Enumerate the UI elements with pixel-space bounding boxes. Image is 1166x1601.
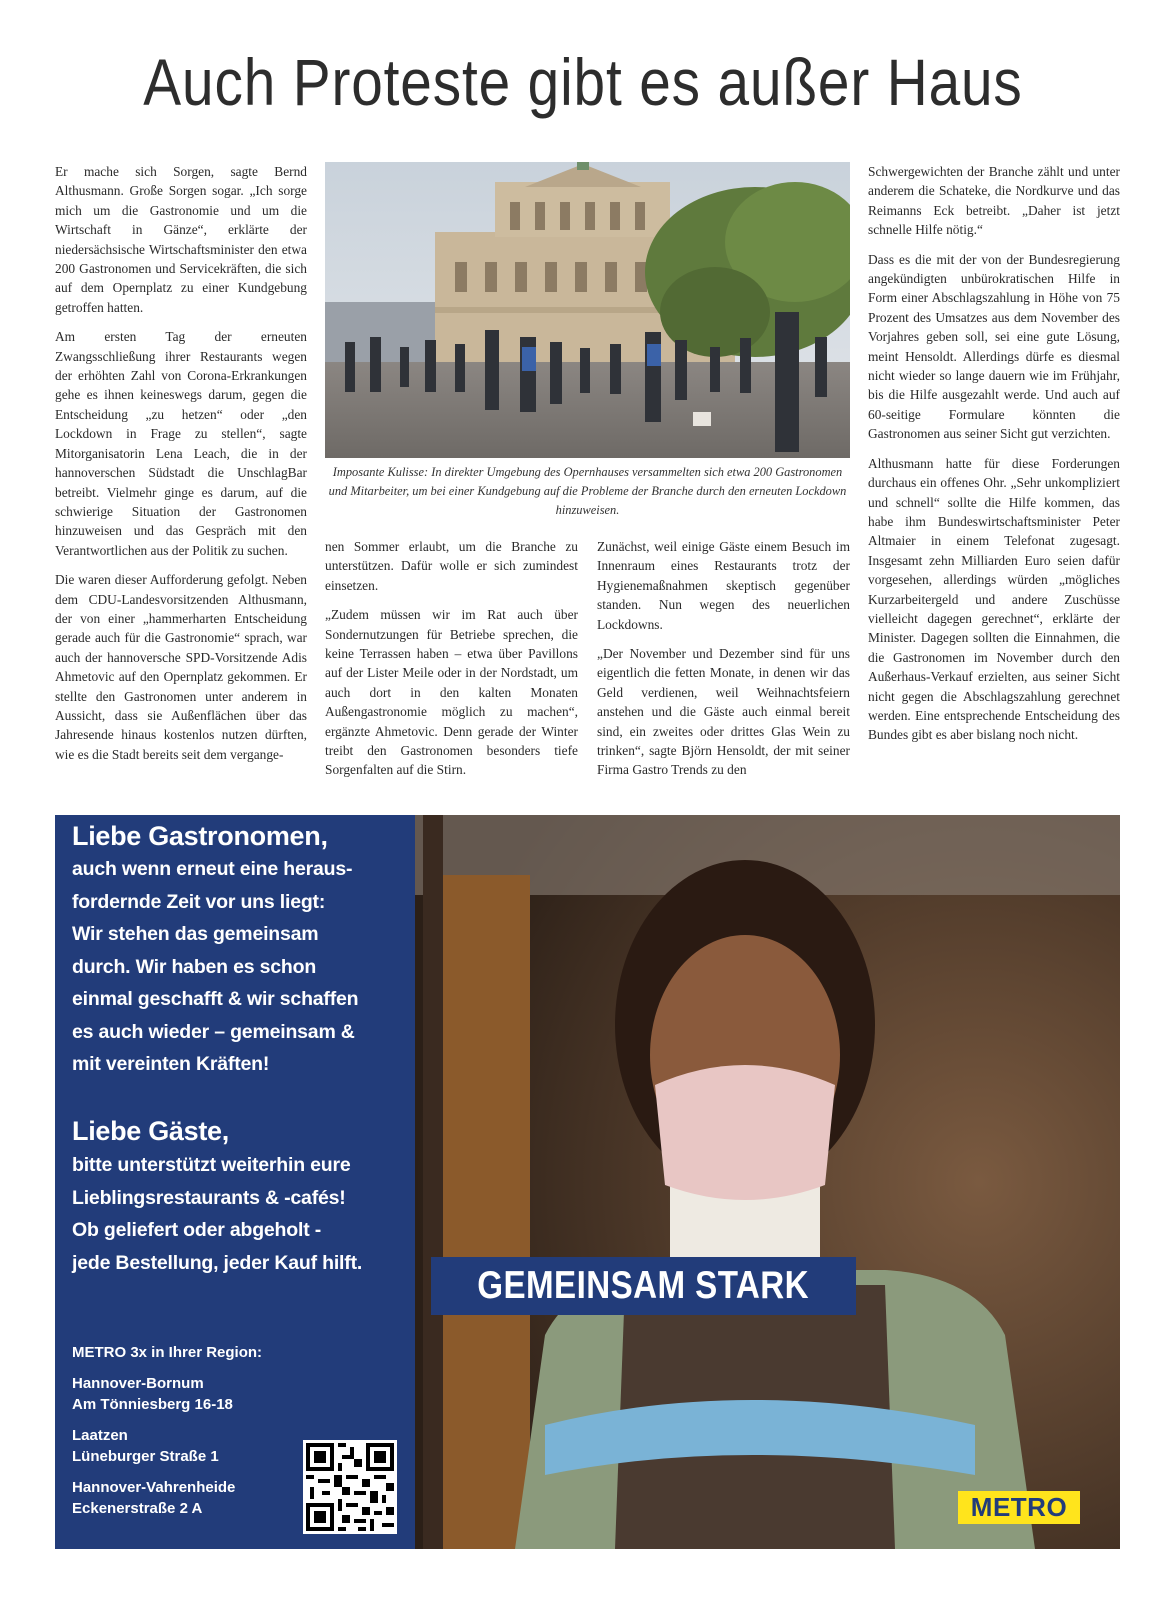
- message-line: mit vereinten Kräften!: [72, 1053, 270, 1075]
- headline: Auch Proteste gibt es außer Haus: [143, 45, 1023, 119]
- store-name: Hannover-Bornum: [72, 1375, 204, 1392]
- message-line: fordernde Zeit vor uns liegt:: [72, 890, 326, 913]
- store-address: [72, 1477, 262, 1519]
- message-line: Wir stehen das gemeinsam: [72, 923, 319, 945]
- message-line: Lieblingsrestaurants & -cafés!: [72, 1186, 346, 1209]
- store-address: [72, 1373, 262, 1415]
- gemeinsam-stark-banner: [431, 1257, 856, 1315]
- ad-text-panel: [55, 815, 415, 1549]
- paragraph: Zunächst, weil einige Gäste einem Besuch im Innenraum eines Restaurants trotz der Hygienemaßnahmen skeptisch gegenüber standen. Nun wegen des neuerlichen Lockdowns.: [597, 539, 850, 632]
- paragraph: Die waren dieser Aufforderung gefolgt. Neben dem CDU-Landesvorsitzenden Althusmann, der von einer „hammerharten Entscheidung gerade auch für die Gastronomie“ sprach, war auch der hannoversche SPD-Vorsitzende Adis Ahmetovic auf den Opernplatz gekommen. Er stellte den Gastronomen unter anderem in Aussicht, dass sie Außenflächen über das Jahresende hinaus kostenlos nutzen dürften, wie es die Stadt bereits seit dem vergange-: [55, 572, 307, 762]
- paragraph: „Der November und Dezember sind für uns eigentlich die fetten Monate, in denen wir das Geld verdienen, weil Weihnachtsfeiern anstehen und die Gäste auch einmal bereit sind, ein zweites oder drittes Glas Wein zu trinken“, sagte Björn Hensoldt, der mit seiner Firma Gastro Trends zu den: [597, 646, 850, 778]
- greeting-gastronomen: Liebe Gastronomen,: [72, 821, 328, 851]
- store-street: Lüneburger Straße 1: [72, 1448, 219, 1465]
- message-gastronomen: [72, 853, 407, 1081]
- message-line: einmal geschafft & wir schaffen: [72, 988, 359, 1010]
- paragraph: Am ersten Tag der erneuten Zwangsschließung ihrer Restaurants wegen der erhöhten Zahl von Corona-Erkrankungen gehe es ihnen keineswegs darum, gegen die Entscheidung „zu hetzen“ oder „den Lockdown in Frage zu stellen“, sagte Mitorganisatorin Lena Leach, die in der hannoverschen Südstadt die UnschlagBar betreibt. Vielmehr ginge es darum, auf die schwierige Situation der Gastronomen hinzuweisen und das Gespräch mit den Verantwortlichen aus der Politik zu suchen.: [55, 329, 307, 558]
- article-column-2: [325, 537, 578, 790]
- greeting-gaeste: Liebe Gäste,: [72, 1116, 229, 1146]
- store-list: [72, 1342, 262, 1529]
- paragraph: Althusmann hatte für diese Forderungen durchaus ein offenes Ohr. „Sehr unkompliziert und schnell“ sollte die Hilfe kommen, das habe ihm Bundeswirtschaftsminister Peter Altmaier in einem Telefonat zugesagt. Insgesamt zehn Milliarden Euro seien dafür vorgesehen, allerdings würden „mögliches Kurzarbeitergeld und andere Zuschüsse vielleicht dagegen gerechnet“, erklärte der Minister. Dagegen sollten die Einnahmen, die die Gastronomen im November durch den Außerhaus-Verkauf erzielten, aus seiner Sicht nicht gegen die Abschlagszahlung gerechnet werden. Eine entsprechende Entscheidung des Bundes gibt es aber bislang noch nicht.: [868, 455, 1120, 743]
- message-line: es auch wieder – gemeinsam &: [72, 1020, 355, 1043]
- qr-code[interactable]: [303, 1440, 397, 1534]
- banner-text: GEMEINSAM STARK: [477, 1264, 810, 1307]
- message-gaeste: [72, 1149, 407, 1279]
- article-column-4: [868, 162, 1120, 755]
- paragraph: Er mache sich Sorgen, sagte Bernd Althusmann. Große Sorgen sogar. „Ich sorge mich um die Gastronomie und um die Wirtschaft in Gänze“, erklärte der niedersächsische Wirtschaftsminister den etwa 200 Gastronomen und Servicekräften, die sich auf dem Opernplatz zu einer Kundgebung getroffen hatten.: [55, 164, 307, 315]
- ad-photo-waitress: [415, 815, 1120, 1549]
- message-line: durch. Wir haben es schon: [72, 955, 317, 978]
- article-column-1: [55, 162, 307, 774]
- message-line: auch wenn erneut eine heraus-: [72, 858, 353, 880]
- store-address: [72, 1425, 262, 1467]
- paragraph: Dass es die mit der von der Bundesregierung angekündigten unbürokratischen Hilfe in Form einer Abschlagszahlung in Höhe von 75 Prozent des Umsatzes aus dem November des Vorjahres geben soll, sei eine gute Lösung, meint Hensoldt. Allerdings dürfe es diesmal nicht wieder so lange dauern wie im Frühjahr, bis die Hilfe ausgezahlt werde. Und auch auf 60-seitige Formulare könnten die Gastronomen aus seiner Sicht gut verzichten.: [868, 251, 1120, 442]
- article-column-3: [597, 537, 850, 790]
- paragraph: nen Sommer erlaubt, um die Branche zu unterstützen. Dafür wolle er sich zumindest einsetzen.: [325, 539, 578, 593]
- metro-advertisement: [55, 815, 1120, 1549]
- photo-caption: Imposante Kulisse: In direkter Umgebung des Opernhauses versammelten sich etwa 200 Gastronomen und Mitarbeiter, um bei einer Kundgebung auf die Probleme der Branche durch den erneuten Lockdown hinzuweisen.: [328, 465, 847, 517]
- stores-heading: METRO 3x in Ihrer Region:: [72, 1344, 263, 1361]
- store-street: Eckenerstraße 2 A: [72, 1500, 203, 1517]
- message-line: Ob geliefert oder abgeholt -: [72, 1219, 322, 1241]
- store-street: Am Tönniesberg 16-18: [72, 1396, 233, 1413]
- paragraph: „Zudem müssen wir im Rat auch über Sondernutzungen für Betriebe sprechen, die keine Terrassen haben – etwa über Pavillons auf der Lister Meile oder in der Nordstadt, um auch dort in den kalten Monaten Außengastronomie möglich zu machen“, ergänzte Ahmetovic. Denn gerade der Winter treibt den Gastronomen besonders tiefe Sorgenfalten auf die Stirn.: [325, 607, 578, 778]
- store-name: Hannover-Vahrenheide: [72, 1479, 236, 1496]
- paragraph: Schwergewichten der Branche zählt und unter anderem die Schateke, die Nordkurve und das Reimanns Eck betreibt. „Daher ist jetzt schnelle Hilfe nötig.“: [868, 164, 1120, 238]
- opera-house-photo: [325, 162, 850, 458]
- message-line: bitte unterstützt weiterhin eure: [72, 1154, 351, 1176]
- store-name: Laatzen: [72, 1427, 128, 1444]
- metro-logo: METRO: [958, 1491, 1080, 1524]
- message-line: jede Bestellung, jeder Kauf hilft.: [72, 1251, 363, 1274]
